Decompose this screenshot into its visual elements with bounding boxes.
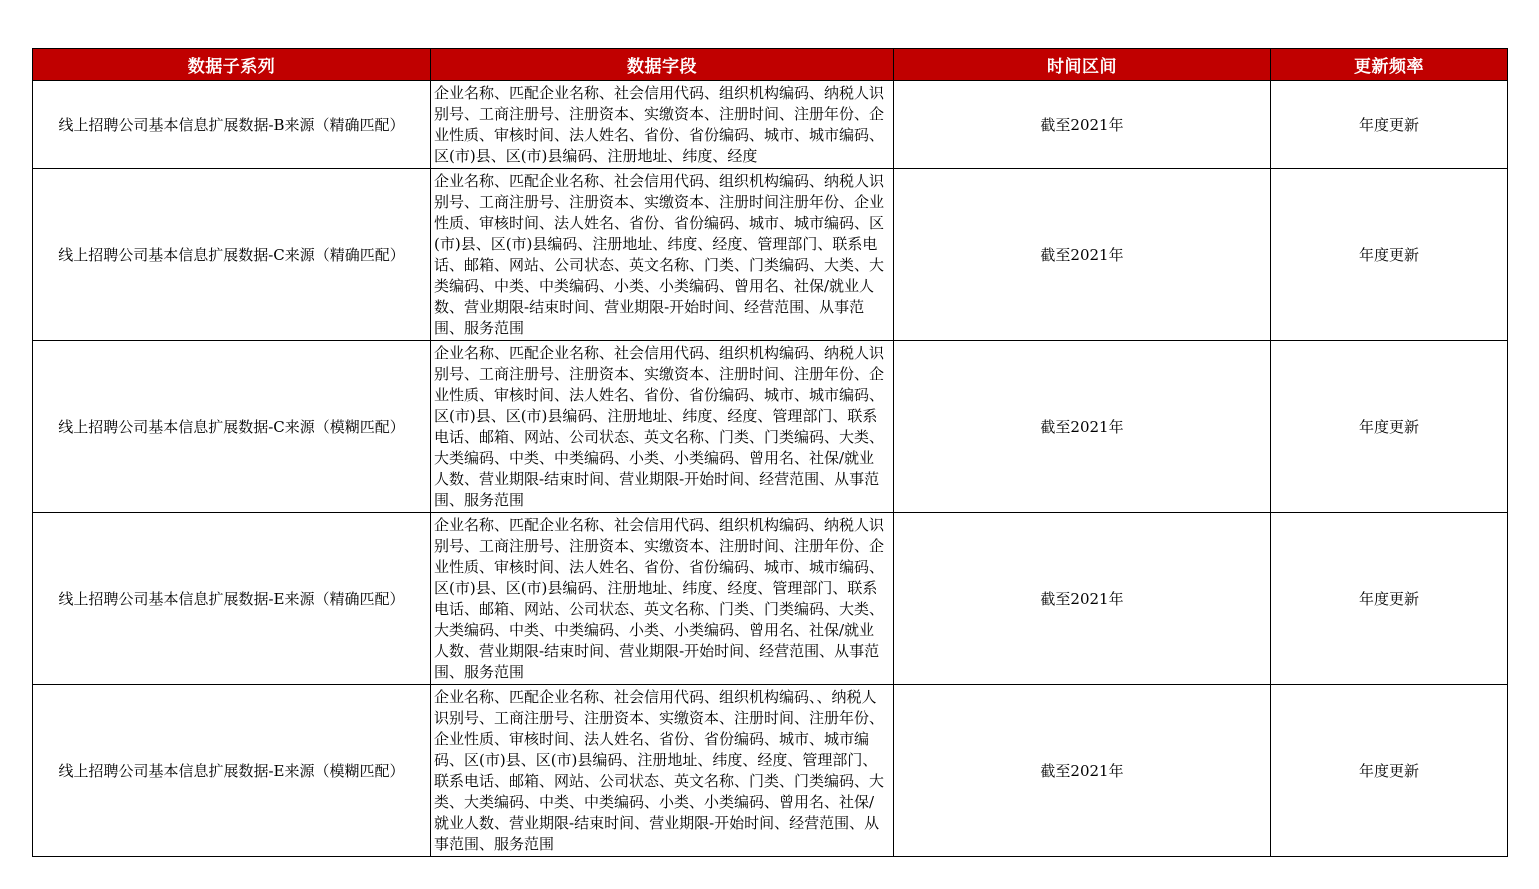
header-row [33,49,1508,81]
table-row [33,685,1508,857]
data-catalog-table [32,48,1508,857]
fields-cell: 企业名称、匹配企业名称、社会信用代码、组织机构编码、纳税人识别号、工商注册号、注册资本、实缴资本、注册时间注册年份、企业性质、审核时间、法人姓名、省份、省份编码、城市、城市编码、区(市)县、区(市)县编码、注册地址、纬度、经度、管理部门、联系电话、邮箱、网站、公司状态、英文名称、门类、门类编码、大类、大类编码、中类、中类编码、小类、小类编码、曾用名、社保/就业人数、营业期限-结束时间、营业期限-开始时间、经营范围、从事范围、服务范围 [431,169,894,341]
fields-cell: 企业名称、匹配企业名称、社会信用代码、组织机构编码、纳税人识别号、工商注册号、注册资本、实缴资本、注册时间、注册年份、企业性质、审核时间、法人姓名、省份、省份编码、城市、城市编码、区(市)县、区(市)县编码、注册地址、纬度、经度、管理部门、联系电话、邮箱、网站、公司状态、英文名称、门类、门类编码、大类、大类编码、中类、中类编码、小类、小类编码、曾用名、社保/就业人数、营业期限-结束时间、营业期限-开始时间、经营范围、从事范围、服务范围 [431,513,894,685]
header-series: 数据子系列 [33,49,431,81]
series-cell: 线上招聘公司基本信息扩展数据-E来源（模糊匹配） [33,685,431,857]
frequency-cell: 年度更新 [1271,169,1508,341]
series-cell: 线上招聘公司基本信息扩展数据-C来源（模糊匹配） [33,341,431,513]
fields-cell: 企业名称、匹配企业名称、社会信用代码、组织机构编码、纳税人识别号、工商注册号、注册资本、实缴资本、注册时间、注册年份、企业性质、审核时间、法人姓名、省份、省份编码、城市、城市编码、区(市)县、区(市)县编码、注册地址、纬度、经度、管理部门、联系电话、邮箱、网站、公司状态、英文名称、门类、门类编码、大类、大类编码、中类、中类编码、小类、小类编码、曾用名、社保/就业人数、营业期限-结束时间、营业期限-开始时间、经营范围、从事范围、服务范围 [431,341,894,513]
fields-cell: 企业名称、匹配企业名称、社会信用代码、组织机构编码、、纳税人识别号、工商注册号、注册资本、实缴资本、注册时间、注册年份、企业性质、审核时间、法人姓名、省份、省份编码、城市、城市编码、区(市)县、区(市)县编码、注册地址、纬度、经度、管理部门、联系电话、邮箱、网站、公司状态、英文名称、门类、门类编码、大类、大类编码、中类、中类编码、小类、小类编码、曾用名、社保/就业人数、营业期限-结束时间、营业期限-开始时间、经营范围、从事范围、服务范围 [431,685,894,857]
header-update-frequency: 更新频率 [1271,49,1508,81]
frequency-cell: 年度更新 [1271,81,1508,169]
series-cell: 线上招聘公司基本信息扩展数据-C来源（精确匹配） [33,169,431,341]
time-range-cell: 截至2021年 [894,685,1271,857]
time-range-cell: 截至2021年 [894,81,1271,169]
frequency-cell: 年度更新 [1271,685,1508,857]
header-fields: 数据字段 [431,49,894,81]
header-time-range: 时间区间 [894,49,1271,81]
table-row [33,513,1508,685]
time-range-cell: 截至2021年 [894,341,1271,513]
table-row [33,169,1508,341]
time-range-cell: 截至2021年 [894,513,1271,685]
table-row [33,341,1508,513]
fields-cell: 企业名称、匹配企业名称、社会信用代码、组织机构编码、纳税人识别号、工商注册号、注册资本、实缴资本、注册时间、注册年份、企业性质、审核时间、法人姓名、省份、省份编码、城市、城市编码、区(市)县、区(市)县编码、注册地址、纬度、经度 [431,81,894,169]
series-cell: 线上招聘公司基本信息扩展数据-E来源（精确匹配） [33,513,431,685]
table-row [33,81,1508,169]
time-range-cell: 截至2021年 [894,169,1271,341]
frequency-cell: 年度更新 [1271,341,1508,513]
frequency-cell: 年度更新 [1271,513,1508,685]
series-cell: 线上招聘公司基本信息扩展数据-B来源（精确匹配） [33,81,431,169]
